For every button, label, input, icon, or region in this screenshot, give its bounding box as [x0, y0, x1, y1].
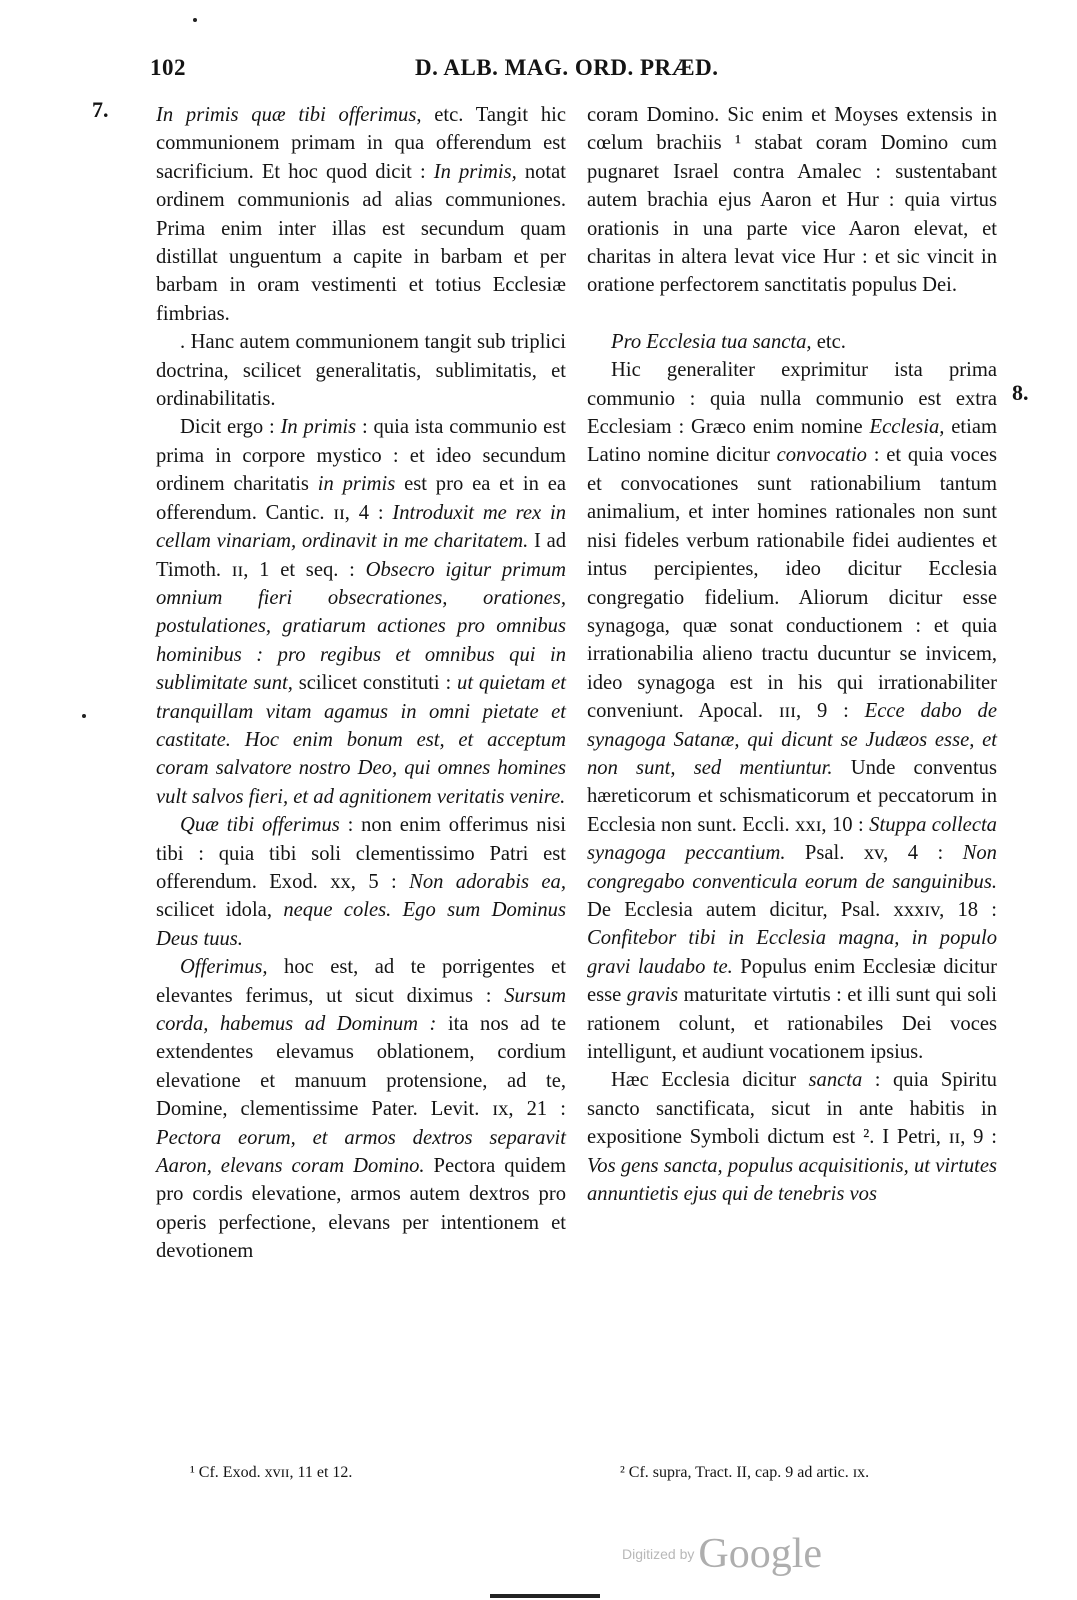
text-run: Stuppa collecta synagoga peccantium. — [587, 813, 997, 865]
text-run: gravis — [626, 984, 679, 1007]
watermark-label: Digitized by — [622, 1546, 695, 1562]
section-heading — [587, 328, 997, 356]
footnote-left: ¹ Cf. Exod. xvɪɪ, 11 et 12. — [190, 1464, 353, 1481]
text-run: : quia ista communio est prima in corpore mystico : et ideo secundum ordinem charitatis — [156, 416, 566, 496]
text-run: . Hanc autem communionem tangit sub triplici doctrina, scilicet generalitatis, sublimitatis, et ordinabilitatis. — [156, 331, 566, 411]
paragraph — [156, 953, 566, 1265]
paragraph — [156, 811, 566, 953]
digitized-watermark — [622, 1530, 823, 1577]
text-run: scilicet idola, — [156, 899, 284, 922]
left-column — [156, 101, 566, 1266]
paragraph — [156, 101, 566, 328]
text-run: Psal. xv, 4 : — [785, 842, 963, 865]
right-column — [587, 101, 997, 1208]
text-run: Non adorabis ea, — [409, 870, 566, 893]
google-logo: Google — [698, 1531, 823, 1577]
text-run: neque coles. Ego sum Dominus Deus tuus. — [156, 899, 566, 950]
margin-number-right: 8. — [1012, 380, 1029, 405]
margin-number-left: 7. — [92, 97, 109, 122]
text-run: Pro Ecclesia tua sancta, — [611, 330, 812, 353]
text-run: In primis quæ tibi offerimus — [156, 104, 417, 126]
text-run: convocatio — [776, 444, 867, 467]
text-run: Obsecro igitur primum omnium fieri obsecrationes, orationes, postulationes, gratiarum actiones pro omnibus hominibus : pro regibus et omnibus qui in sublimitate sunt, — [156, 558, 566, 695]
text-run: scilicet constituti : — [292, 672, 458, 695]
running-title: D. ALB. MAG. ORD. PRÆD. — [415, 55, 719, 80]
paragraph — [156, 413, 566, 811]
text-run: Pectora eorum, et armos dextros separavit Aaron, elevans coram Domino. — [156, 1126, 566, 1178]
text-run: Sursum corda, habemus ad Dominum : — [156, 984, 566, 1035]
text-run: Populus enim Ecclesiæ dicitur esse — [587, 955, 998, 1007]
text-run: Unde conventus hæreticorum et schismaticorum et peccatorum in Ecclesia non sunt. Eccli. xxɪ, 10 : — [587, 756, 997, 836]
paragraph — [587, 1066, 997, 1208]
text-run: etc. — [811, 330, 846, 353]
text-run: hoc est, ad te porrigentes et elevantes ferimus, ut sicut diximus : — [156, 956, 566, 1007]
scan-edge-bar — [490, 1594, 600, 1598]
text-run: in primis — [317, 473, 396, 496]
paragraph — [587, 356, 997, 1066]
text-run: : et quia voces et convocationes sunt rationabilium tantum animalium, et inter homines rationales non sunt nisi fideles verbum rationabile fidei audientes et intus percipientes, ideo dicitur Ecclesia congregatio fidelium. Aliorum dicitur esse synagoga, quæ sonat conductionem : et quia irrationabilia alieno tractu ducuntur se invicem, ideo synagoga est in his qui irrationabiliter conveniunt. Apocal. ɪɪɪ, 9 : — [587, 444, 997, 723]
running-header — [150, 55, 730, 87]
text-run: Quæ tibi offerimus — [180, 814, 340, 837]
text-run: est pro ea et in ea offerendum. Cantic. ɪɪ, 4 : — [156, 473, 566, 524]
scan-speck — [193, 18, 197, 22]
text-run: I ad Timoth. ɪɪ, 1 et seq. : — [156, 530, 567, 581]
text-run: Ecclesia, — [869, 416, 945, 439]
text-run: : quia Spiritu sancto sanctificata, sicut in ante habitis in expositione Symboli dictum est ². I Petri, ɪɪ, 9 : — [587, 1069, 997, 1149]
text-run: Non congregabo conventicula eorum de sanguinibus. — [587, 842, 997, 893]
paragraph — [587, 101, 997, 300]
text-run: etiam Latino nomine dicitur — [587, 416, 997, 467]
text-run: ita nos ad te extendentes elevamus oblationem, cordium elevatione et manuum protensione, ad te, Domine, clementissime Pater. Levit. ɪx, 21 : — [156, 1013, 566, 1121]
text-run: coram Domino. Sic enim et Moyses extensis in cœlum brachiis ¹ stabat coram Domino cum pugnaret Israel contra Amalec : sustentabant autem brachia ejus Aaron et Hur : quia virtus orationis in una parte vice Aaron elevat, et charitas in altera levat vice Hur : et sic vincit in oratione perfectorem sanctitatis populus Dei. — [587, 104, 997, 297]
text-run: Introduxit me rex in cellam vinariam, ordinavit in me charitatem. — [156, 501, 566, 553]
text-run: , etc. Tangit hic communionem primam in qua offerendum est sacrificium. Et hoc quod dicit : — [156, 104, 566, 183]
text-run: Dicit ergo : — [180, 416, 281, 439]
footnote-right: ² Cf. supra, Tract. II, cap. 9 ad artic. ɪx. — [620, 1464, 870, 1481]
text-run: De Ecclesia autem dicitur, Psal. xxxɪv, 18 : — [587, 898, 997, 921]
text-run: Hæc Ecclesia dicitur — [611, 1069, 809, 1092]
text-run: Pectora quidem pro cordis elevatione, armos autem dextros pro operis perfectione, elevans per intentionem et devotionem — [156, 1155, 566, 1263]
text-run: Confitebor tibi in Ecclesia magna, in populo gravi laudabo te. — [587, 927, 997, 978]
text-run: notat ordinem communionis ad alias communiones. Prima enim inter illas est secundum quam distillat unguentum a capite in barbam et per barbam in oram vestimenti et totius Ecclesiæ fimbrias. — [156, 160, 567, 325]
page-number: 102 — [150, 55, 186, 80]
text-run: Offerimus, — [180, 956, 268, 979]
text-run: Hic generaliter exprimitur ista prima communio : quia nulla communio est extra Ecclesiam : Græco enim nomine — [587, 359, 997, 439]
text-run: Vos gens sancta, populus acquisitionis, ut virtutes annuntietis ejus qui de tenebris vos — [587, 1154, 997, 1206]
text-run: ut quietam et tranquillam vitam agamus in omni pietate et castitate. Hoc enim bonum est, et acceptum coram salvatore nostro Deo, qui omnes homines vult salvos fieri, et ad agnitionem veritatis venire. — [156, 672, 567, 808]
text-run: : non enim offerimus nisi tibi : quia tibi soli clementissimo Patri est offerendum. Exod. xx, 5 : — [156, 814, 566, 893]
paragraph — [156, 328, 566, 413]
text-run: sancta — [808, 1069, 863, 1092]
text-run: In primis, — [433, 160, 517, 183]
scan-speck — [82, 714, 86, 718]
text-run: maturitate virtutis : et illi sunt qui soli rationem colunt, et rationabiles Dei voces intelligunt, et audiunt vocationem ipsius. — [587, 984, 997, 1063]
text-run: Ecce dabo de synagoga Satanæ, qui dicunt se Judæos esse, et non sunt, sed mentiuntur. — [587, 700, 997, 779]
text-run: In primis — [280, 416, 357, 439]
